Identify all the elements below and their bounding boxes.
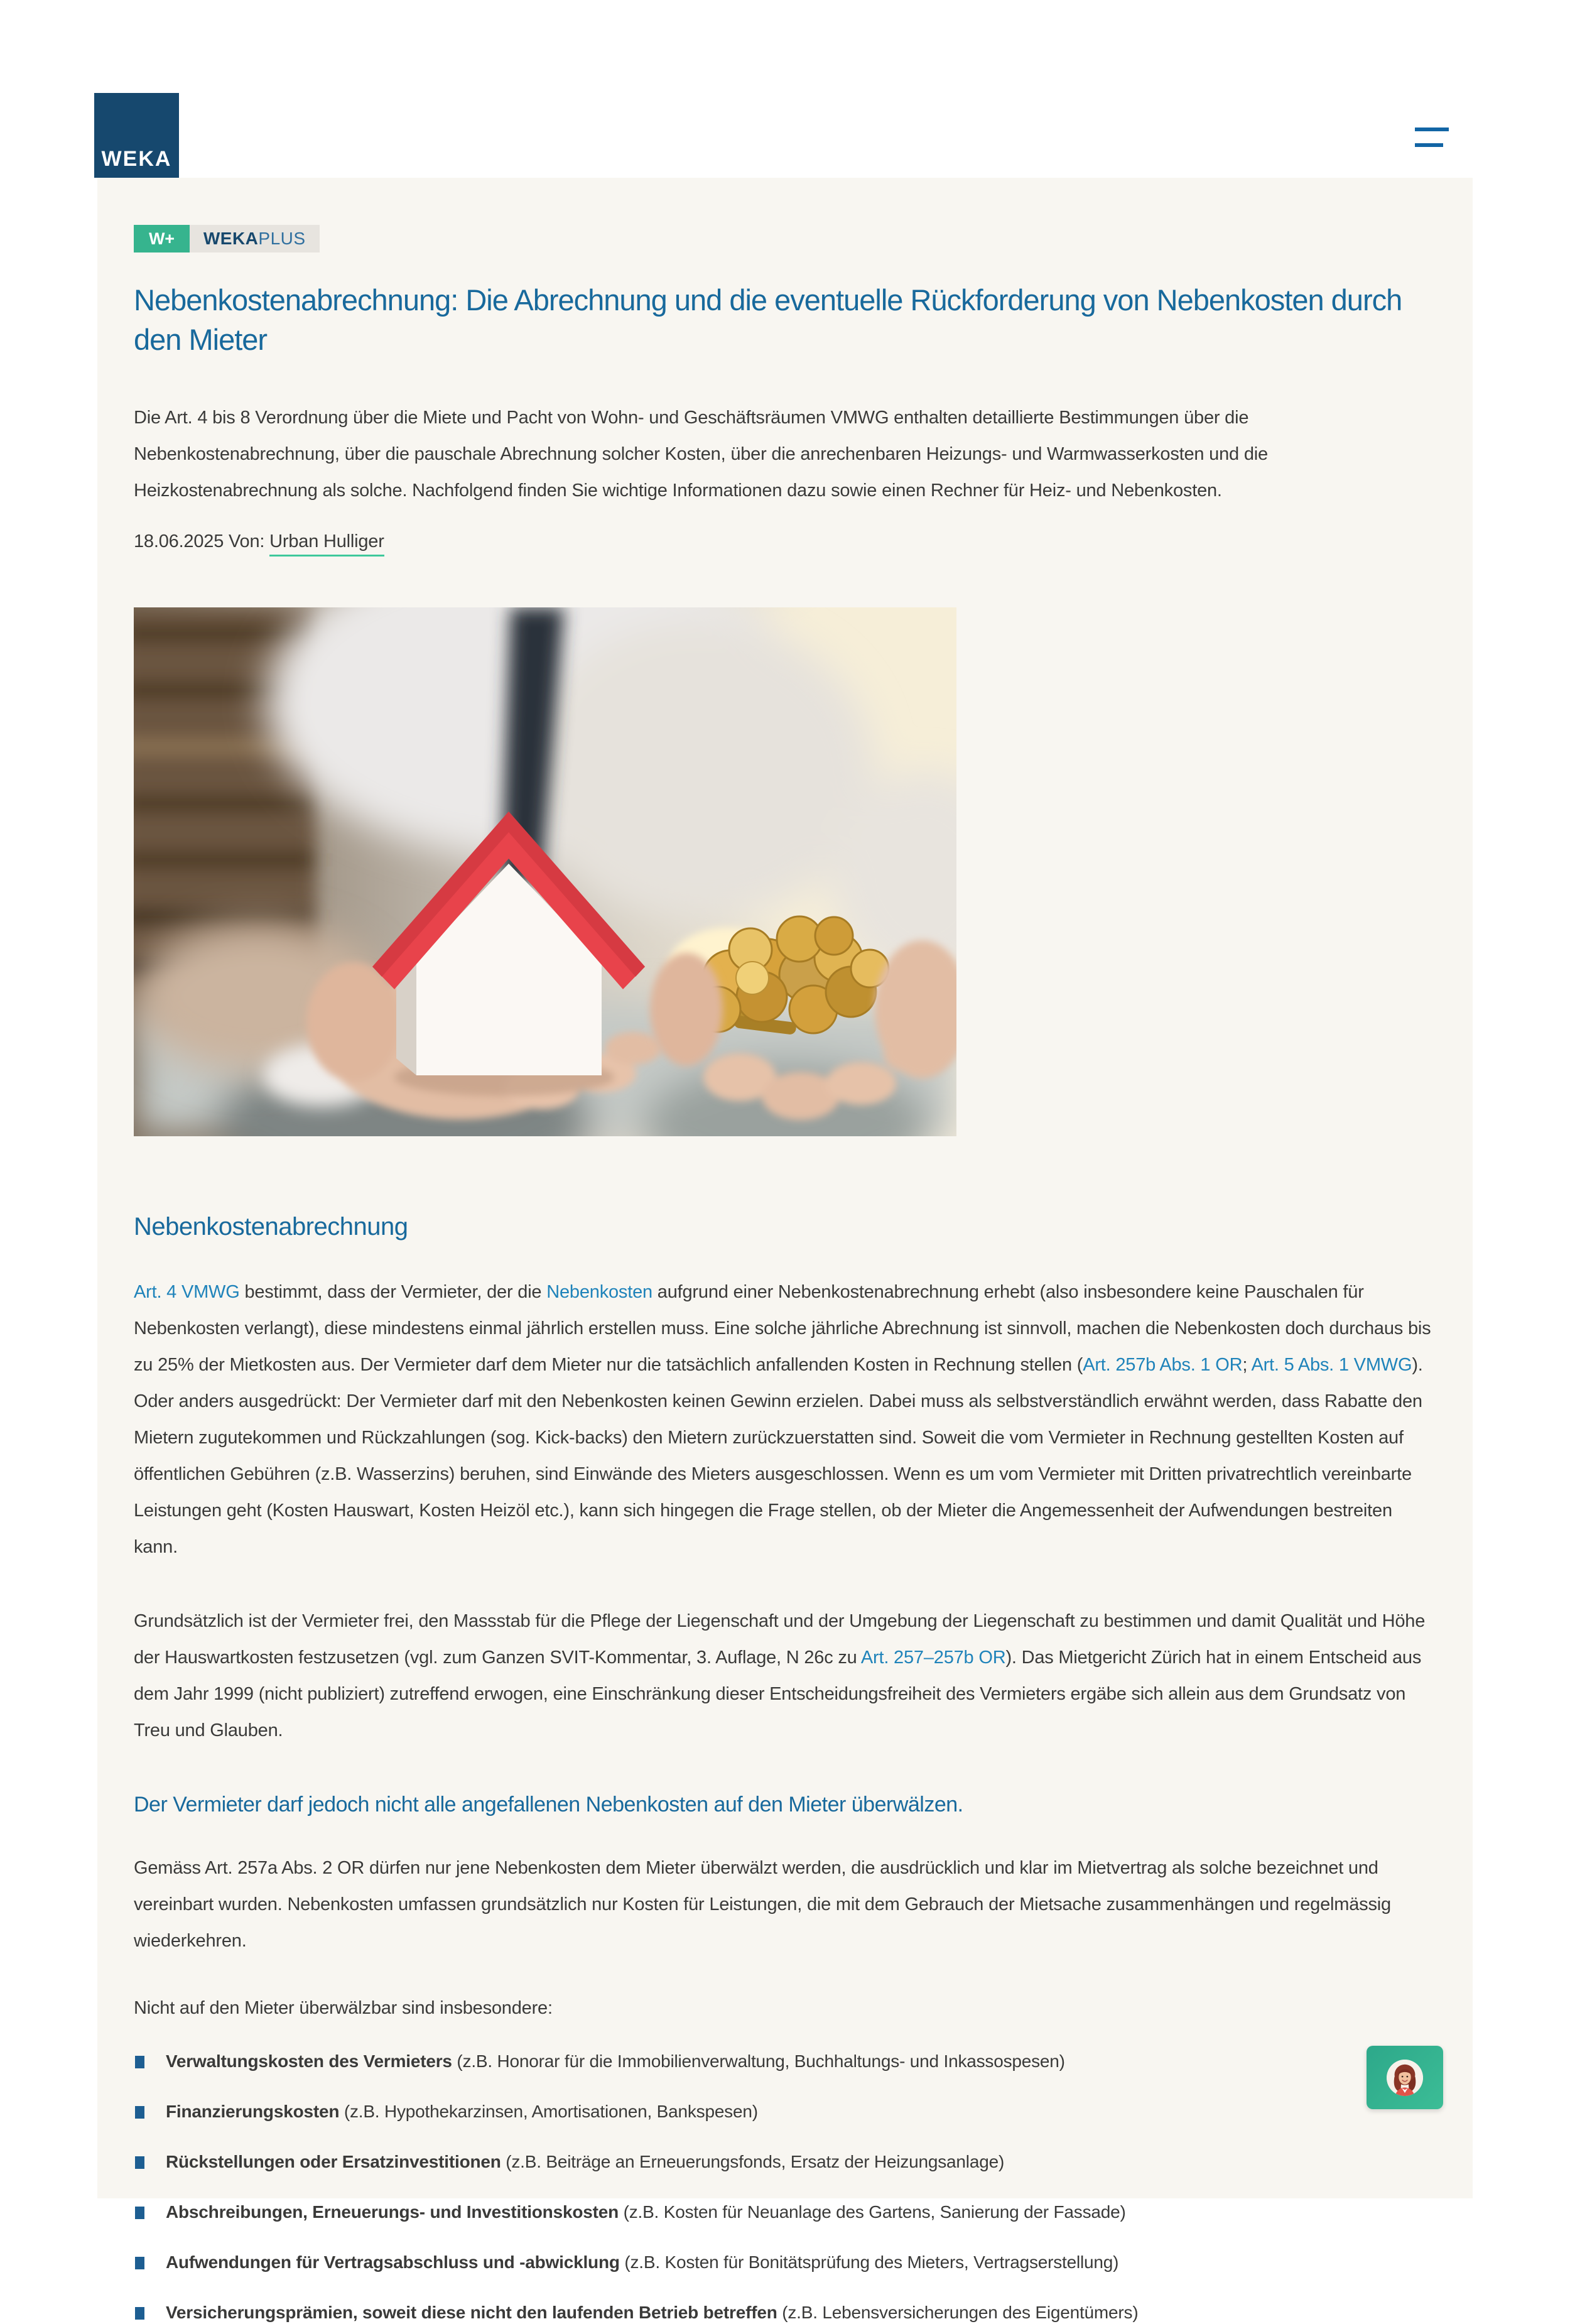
link-nebenkosten[interactable]: Nebenkosten (546, 1282, 652, 1302)
dateline (134, 531, 1436, 552)
author-link[interactable]: Urban Hulliger (269, 531, 384, 557)
weka-logo[interactable] (94, 93, 179, 178)
square-bullet-icon (135, 2307, 144, 2320)
byline-label: Von: (229, 531, 265, 551)
hamburger-menu-icon[interactable] (1415, 128, 1449, 147)
lead-paragraph: Die Art. 4 bis 8 Verordnung über die Miete und Pacht von Wohn- und Geschäftsräumen VMWG enthalten detaillierte Bestimmungen über die Nebenkostenabrechnung, über die pauschale Abrechnung solcher Kosten, über die anrechenbaren Heizungs- und Warmwasserkosten und die Heizkostenabrechnung als solche. Nachfolgend finden Sie wichtige Informationen dazu sowie einen Rechner für Heiz- und Nebenkosten. (134, 408, 1268, 501)
list-item-rest: (z.B. Kosten für Bonitätsprüfung des Mieters, Vertragserstellung) (619, 2252, 1119, 2272)
paragraph-2-text: ). Das Mietgericht Zürich hat in einem Entscheid aus dem Jahr 1999 (nicht publiziert) zutreffend erwogen, eine Einschränkung dieser Entscheidungsfreiheit des Vermieters ergäbe sich allein aus dem Grundsatz von Treu und Glauben. (134, 1648, 1422, 1740)
list-item (134, 2301, 1436, 2324)
article-background (97, 178, 1473, 2322)
wplus-icon: W+ (134, 225, 190, 252)
list-item-text (166, 2100, 758, 2123)
list-item-bold: Rückstellungen oder Ersatzinvestitionen (166, 2152, 501, 2171)
paragraph-1 (134, 1274, 1436, 1565)
list-item-bold: Verwaltungskosten des Vermieters (166, 2051, 452, 2071)
list-item-bold: Finanzierungskosten (166, 2102, 340, 2121)
list-item (134, 2100, 1436, 2123)
paragraph-1-text: ). Oder anders ausgedrückt: Der Vermieter darf mit den Nebenkosten keinen Gewinn erzielen. Dabei muss als selbstverständlich erwähnt werden, dass Rabatte den Mietern zugutekommen und Rückzahlungen (sog. Kick-backs) den Mietern zurückzuerstatten sind. Soweit die vom Vermieter in Rechnung gestellten Kosten auf öffentlichen Gebühren (z.B. Wasserzins) beruhen, sind Einwände des Mieters ausgeschlossen. Wenn es um vom Vermieter mit Dritten privatrechtlich vereinbarte Leistungen geht (Kosten Hauswart, Kosten Heizöl etc.), kann sich hingegen die Frage stellen, ob der Mieter die Angemessenheit der Aufwendungen bestreiten kann. (134, 1355, 1423, 1557)
article-image (134, 607, 956, 1136)
square-bullet-icon (135, 2257, 144, 2269)
list-intro: Nicht auf den Mieter überwälzbar sind insbesondere: (134, 1998, 553, 2018)
list-item-bold: Aufwendungen für Vertragsabschluss und -abwicklung (166, 2252, 620, 2272)
chat-assistant-button[interactable] (1367, 2046, 1443, 2109)
list-item-bold: Abschreibungen, Erneuerungs- und Investitionskosten (166, 2202, 619, 2222)
wekaplus-label (190, 225, 320, 252)
wekaplus-label-bold: WEKA (203, 229, 259, 248)
square-bullet-icon (135, 2156, 144, 2169)
list-item-text (166, 2050, 1065, 2073)
link-art-4-vmwg[interactable]: Art. 4 VMWG (134, 1282, 240, 1302)
square-bullet-icon (135, 2056, 144, 2068)
list-item-text (166, 2201, 1126, 2224)
paragraph-2 (134, 1603, 1436, 1749)
paragraph-1-text: aufgrund einer Nebenkostenabrechnung erhebt (also insbesondere keine Pauschalen für Nebenkosten verlangt), diese mindestens einmal jährlich erstellen muss. Eine solche jährliche Abrechnung ist sinnvoll, machen die Nebenkosten doch durchaus bis zu 25% der Mietkosten aus. Der Vermieter darf dem Mieter nur die tatsächlich anfallenden Kosten in Rechnung stellen ( (134, 1282, 1431, 1375)
list-item-rest: (z.B. Kosten für Neuanlage des Gartens, Sanierung der Fassade) (619, 2202, 1126, 2222)
list-item-rest: (z.B. Hypothekarzinsen, Amortisationen, Bankspesen) (339, 2102, 758, 2121)
article-image-graphic (134, 607, 956, 1136)
weka-logo-text: WEKA (101, 147, 172, 171)
list-item-rest: (z.B. Beiträge an Erneuerungsfonds, Ersatz der Heizungsanlage) (501, 2152, 1005, 2171)
assistant-avatar-icon (1387, 2060, 1423, 2096)
list-item (134, 2050, 1436, 2073)
paragraph-2-text: Grundsätzlich ist der Vermieter frei, den Massstab für die Pflege der Liegenschaft und der Umgebung der Liegenschaft zu bestimmen und damit Qualität und Höhe der Hauswartkosten festzusetzen (vgl. zum Ganzen SVIT-Kommentar, 3. Auflage, N 26c zu (134, 1611, 1426, 1668)
paragraph-3: Gemäss Art. 257a Abs. 2 OR dürfen nur jene Nebenkosten dem Mieter überwälzt werden, die ausdrücklich und klar im Mietvertrag als solche bezeichnet und vereinbart wurden. Nebenkosten umfassen grundsätzlich nur Kosten für Leistungen, die mit dem Gebrauch der Mietsache zusammenhängen und regelmässig wiederkehren. (134, 1858, 1391, 1951)
section-heading-nebenkostenabrechnung: Nebenkostenabrechnung (134, 1213, 408, 1241)
list-item-rest: (z.B. Honorar für die Immobilienverwaltung, Buchhaltungs- und Inkassospesen) (452, 2051, 1065, 2071)
link-art-5-abs-1-vmwg[interactable]: Art. 5 Abs. 1 VMWG (1251, 1355, 1412, 1375)
paragraph-1-text: bestimmt, dass der Vermieter, der die (239, 1282, 547, 1302)
publish-date: 18.06.2025 (134, 531, 224, 551)
square-bullet-icon (135, 2207, 144, 2219)
list-item (134, 2151, 1436, 2173)
list-item-text (166, 2301, 1138, 2324)
page-title: Nebenkostenabrechnung: Die Abrechnung und die eventuelle Rückforderung von Nebenkosten durch den Mieter (134, 283, 1402, 356)
wekaplus-label-light: PLUS (258, 229, 306, 248)
wekaplus-badge (134, 225, 1436, 252)
list-item-bold: Versicherungsprämien, soweit diese nicht den laufenden Betrieb betreffen (166, 2303, 777, 2322)
list-item (134, 2251, 1436, 2274)
square-bullet-icon (135, 2106, 144, 2119)
hamburger-line (1415, 128, 1449, 131)
link-art-257-257b-or[interactable]: Art. 257–257b OR (860, 1648, 1006, 1668)
assistant-avatar-graphic (1387, 2060, 1423, 2096)
link-art-257b-abs-1-or[interactable]: Art. 257b Abs. 1 OR (1083, 1355, 1243, 1375)
article (97, 178, 1473, 2324)
list-item-text (166, 2251, 1118, 2274)
section-heading-ueberwaelzen: Der Vermieter darf jedoch nicht alle angefallenen Nebenkosten auf den Mieter überwälzen. (134, 1793, 963, 1816)
list-item (134, 2201, 1436, 2224)
list-item-rest: (z.B. Lebensversicherungen des Eigentümers) (777, 2303, 1139, 2322)
list-item-text (166, 2151, 1004, 2173)
hamburger-line (1415, 143, 1443, 147)
nebenkosten-list (134, 2050, 1436, 2324)
paragraph-1-text: ; (1242, 1355, 1252, 1375)
